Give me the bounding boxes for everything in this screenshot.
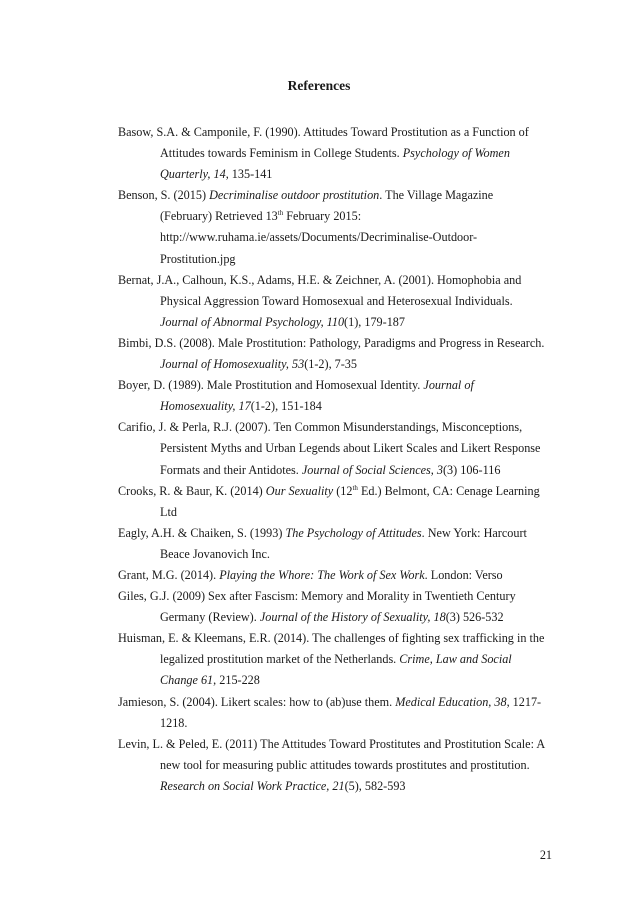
- reference-entry: [118, 734, 548, 797]
- reference-text-segment: Bernat, J.A., Calhoun, K.S., Adams, H.E. & Zeichner, A. (2001). Homophobia and Physical Aggression Toward Homosexual and Heterosexual Individuals.: [118, 272, 522, 308]
- reference-italic-segment: Journal of Homosexuality, 53: [160, 357, 305, 372]
- reference-italic-segment: Research on Social Work Practice, 21: [160, 778, 345, 793]
- reference-text-segment: , 135-141: [225, 167, 273, 182]
- reference-italic-segment: Medical Education, 38: [395, 694, 507, 709]
- reference-text-segment: Eagly, A.H. & Chaiken, S. (1993): [118, 525, 286, 540]
- reference-entry: [118, 185, 548, 269]
- reference-italic-segment: Journal of Social Sciences, 3: [301, 462, 443, 477]
- reference-text-segment: Giles, G.J. (2009) Sex after Fascism: Memory and Morality in Twentieth Century Germany (Review).: [118, 589, 516, 625]
- reference-text-segment: . New York: Harcourt Beace Jovanovich Inc.: [160, 525, 527, 561]
- reference-text-segment: (3) 106-116: [442, 462, 501, 477]
- reference-entry: [118, 692, 548, 734]
- reference-italic-segment: Decriminalise outdoor prostitution: [209, 188, 380, 203]
- reference-text-segment: (1-2), 7-35: [304, 357, 357, 372]
- reference-text-segment: , 1217-1218.: [160, 694, 542, 730]
- reference-entry: [118, 628, 548, 691]
- reference-text-segment: (1-2), 151-184: [250, 399, 322, 414]
- reference-italic-segment: The Psychology of Attitudes: [285, 525, 422, 540]
- reference-entry: [118, 333, 548, 375]
- reference-entry: [118, 565, 548, 586]
- reference-italic-segment: Journal of Homosexuality, 17: [160, 378, 474, 414]
- reference-text-segment: (12: [333, 483, 353, 498]
- reference-italic-segment: Psychology of Women Quarterly, 14: [160, 146, 510, 182]
- page-title: References: [287, 78, 351, 93]
- reference-entry: [118, 586, 548, 628]
- ordinal-superscript: th: [352, 483, 358, 492]
- reference-text-segment: Levin, L. & Peled, E. (2011) The Attitudes Toward Prostitutes and Prostitution Scale: A new tool for measuring public attitudes towards prostitutes and prostitution.: [118, 736, 545, 772]
- reference-italic-segment: Journal of the History of Sexuality, 18: [259, 610, 446, 625]
- reference-entry: [118, 375, 548, 417]
- reference-italic-segment: Journal of Abnormal Psychology, 110: [160, 314, 345, 329]
- reference-text-segment: (3) 526-532: [445, 610, 504, 625]
- reference-entry: [118, 122, 548, 185]
- reference-text-segment: Huisman, E. & Kleemans, E.R. (2014). The challenges of fighting sex trafficking in the legalized prostitution market of the Netherlands.: [118, 631, 545, 667]
- reference-text-segment: Jamieson, S. (2004). Likert scales: how to (ab)use them.: [118, 694, 396, 709]
- reference-text-segment: Ed.) Belmont, CA: Cenage Learning Ltd: [160, 483, 540, 519]
- reference-text-segment: (1), 179-187: [344, 314, 405, 329]
- reference-italic-segment: Crime, Law and Social Change 61: [160, 652, 512, 688]
- reference-entry: [118, 270, 548, 333]
- reference-text-segment: Bimbi, D.S. (2008). Male Prostitution: Pathology, Paradigms and Progress in Research.: [118, 335, 545, 350]
- reference-text-segment: Carifio, J. & Perla, R.J. (2007). Ten Common Misunderstandings, Misconceptions, Persistent Myths and Urban Legends about Likert Scales and Likert Response Formats and their Antidotes.: [118, 420, 541, 477]
- reference-text-segment: (5), 582-593: [344, 778, 406, 793]
- reference-entry: [118, 481, 548, 523]
- reference-italic-segment: Playing the Whore: The Work of Sex Work: [219, 567, 425, 582]
- reference-italic-segment: Our Sexuality: [265, 483, 334, 498]
- reference-text-segment: Boyer, D. (1989). Male Prostitution and Homosexual Identity.: [118, 378, 424, 393]
- page-number: 21: [539, 848, 552, 862]
- reference-entry: [118, 417, 548, 480]
- ordinal-superscript: th: [277, 209, 284, 218]
- reference-text-segment: Basow, S.A. & Camponile, F. (1990). Attitudes Toward Prostitution as a Function of Attitudes towards Feminism in College Students.: [118, 125, 529, 161]
- reference-text-segment: . London: Verso: [424, 567, 503, 582]
- reference-text-segment: , 215-228: [213, 673, 260, 688]
- reference-text-segment: February 2015: http://www.ruhama.ie/assets/Documents/Decriminalise-Outdoor-Prostitution.jpg: [160, 209, 478, 266]
- reference-text-segment: . The Village Magazine (February) Retrieved 13: [160, 188, 494, 224]
- reference-text-segment: Benson, S. (2015): [118, 188, 210, 203]
- reference-list: [118, 122, 548, 797]
- reference-entry: [118, 523, 548, 565]
- reference-text-segment: Crooks, R. & Baur, K. (2014): [118, 483, 266, 498]
- reference-text-segment: Grant, M.G. (2014).: [118, 567, 220, 582]
